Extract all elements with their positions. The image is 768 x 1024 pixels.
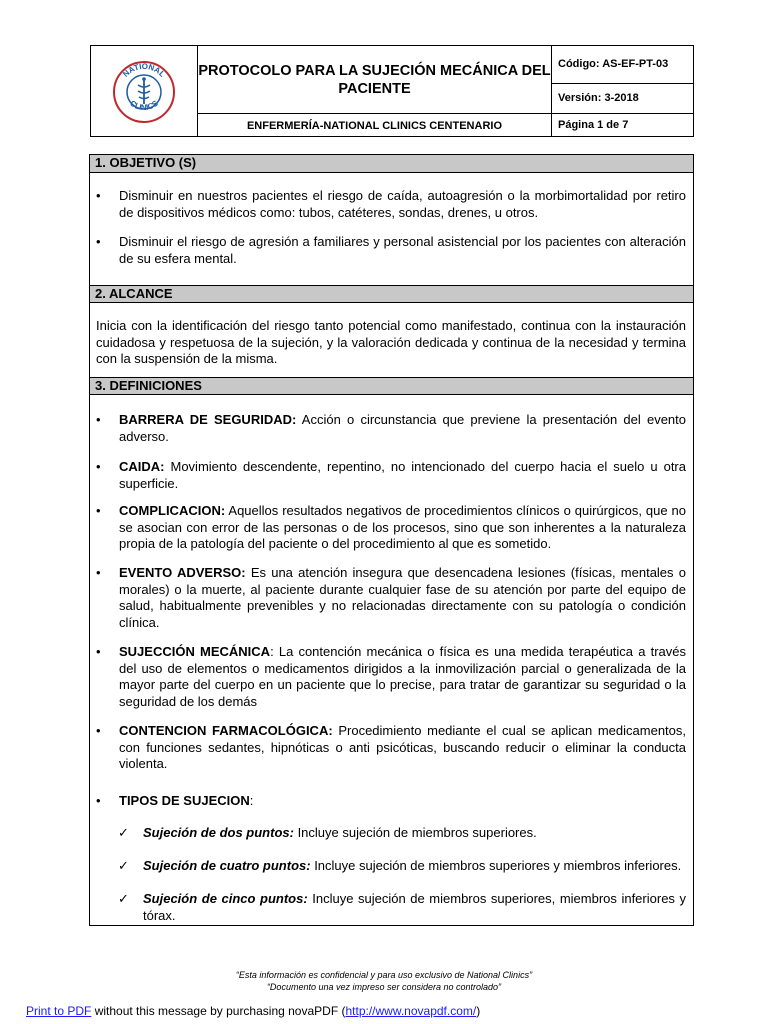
content-table [89, 154, 694, 926]
section-heading-definiciones: 3. DEFINICIONES [90, 377, 693, 395]
bullet-icon: • [96, 459, 101, 474]
bullet-icon: • [96, 188, 101, 203]
novapdf-banner: Print to PDF without this message by purchasing novaPDF (http://www.novapdf.com/) [26, 1004, 481, 1018]
svg-text:NATIONAL: NATIONAL [121, 61, 167, 79]
list-item: • TIPOS DE SUJECION: [96, 793, 254, 808]
list-item: • CONTENCION FARMACOLÓGICA: Procedimiento mediante el cual se aplican medicamentos, con funciones sedantes, hipnóticas o anti psicóticas, buscando reducir o eliminar la conducta violenta. [96, 723, 686, 771]
bullet-icon: • [96, 234, 101, 249]
bullet-icon: • [96, 412, 101, 427]
list-item: • EVENTO ADVERSO: Es una atención insegura que desencadena lesiones (físicas, mentales o morales) o la muerte, al paciente durante cualquier fase de su atención por parte del equipo de salud, habitualmente prevenibles y no relacionadas directamente con su patología o condición clínica. [96, 565, 687, 630]
checkmark-icon: ✓ [118, 825, 129, 840]
list-item: ✓ Sujeción de cinco puntos: Incluye sujeción de miembros superiores, miembros inferiores y tórax. [118, 891, 686, 923]
page-number: Página 1 de 7 [558, 119, 629, 131]
list-item: ✓ Sujeción de dos puntos: Incluye sujeción de miembros superiores. [118, 825, 537, 840]
list-item: • BARRERA DE SEGURIDAD: Acción o circunstancia que previene la presentación del evento adverso. [96, 412, 686, 444]
list-item: ✓ Sujeción de cuatro puntos: Incluye sujeción de miembros superiores y miembros inferiores. [118, 858, 682, 873]
novapdf-url-link[interactable]: http://www.novapdf.com/ [345, 1004, 477, 1018]
document-subtitle: ENFERMERÍA-NATIONAL CLINICS CENTENARIO [198, 114, 552, 137]
document-header [90, 45, 694, 137]
checkmark-icon: ✓ [118, 858, 129, 873]
list-item: • SUJECCIÓN MECÁNICA: La contención mecánica o física es una medida terapéutica a través del uso de elementos o medicamentos dirigidos a la inmovilización parcial o generalizada de la mayor parte del cuerpo en un paciente que lo precise, para tratar de garantizar su seguridad o la seguridad de los demás [96, 644, 686, 709]
confidentiality-note: “Esta información es confidencial y para uso exclusivo de National Clinics” [235, 970, 533, 980]
bullet-icon: • [96, 793, 101, 808]
document-version: Versión: 3-2018 [552, 84, 693, 114]
section-heading-objetivo: 1. OBJETIVO (S) [90, 155, 693, 173]
list-item: • Disminuir el riesgo de agresión a familiares y personal asistencial por los pacientes con alteración de su esfera mental. [96, 234, 686, 266]
bullet-icon: • [96, 644, 101, 659]
document-title: PROTOCOLO PARA LA SUJECIÓN MECÁNICA DEL PACIENTE [198, 46, 552, 114]
list-item: • COMPLICACION: Aquellos resultados negativos de procedimientos clínicos o quirúrgicos, que no se asocian con error de las personas o de los procesos, sino que son inherentes a la naturaleza propia de la patología del paciente o del procedimiento al que es sometido. [96, 503, 686, 551]
list-item: • Disminuir en nuestros pacientes el riesgo de caída, autoagresión o la morbimortalidad por retiro de dispositivos médicos como: tubos, catéteres, sondas, drenes, u otros. [96, 188, 686, 220]
svg-text:CLINICS: CLINICS [128, 98, 160, 113]
checkmark-icon: ✓ [118, 891, 129, 906]
bullet-icon: • [96, 565, 101, 580]
national-clinics-logo [112, 60, 176, 124]
section-heading-alcance: 2. ALCANCE [90, 285, 693, 303]
bullet-icon: • [96, 723, 101, 738]
uncontrolled-note: “Documento una vez impreso ser considera no controlado” [266, 982, 502, 992]
alcance-text: Inicia con la identificación del riesgo tanto potencial como manifestado, continua con la instauración cuidadosa y respetuosa de la sujeción, y la valoración dedicada y continua de la necesidad y termina con la suspensión de la misma. [96, 318, 686, 366]
document-code: Código: AS-EF-PT-03 [552, 46, 693, 84]
logo-cell [91, 46, 198, 137]
print-to-pdf-link[interactable]: Print to PDF [26, 1004, 92, 1018]
list-item: • CAIDA: Movimiento descendente, repentino, no intencionado del cuerpo hacia el suelo u otra superficie. [96, 459, 686, 491]
bullet-icon: • [96, 503, 101, 518]
